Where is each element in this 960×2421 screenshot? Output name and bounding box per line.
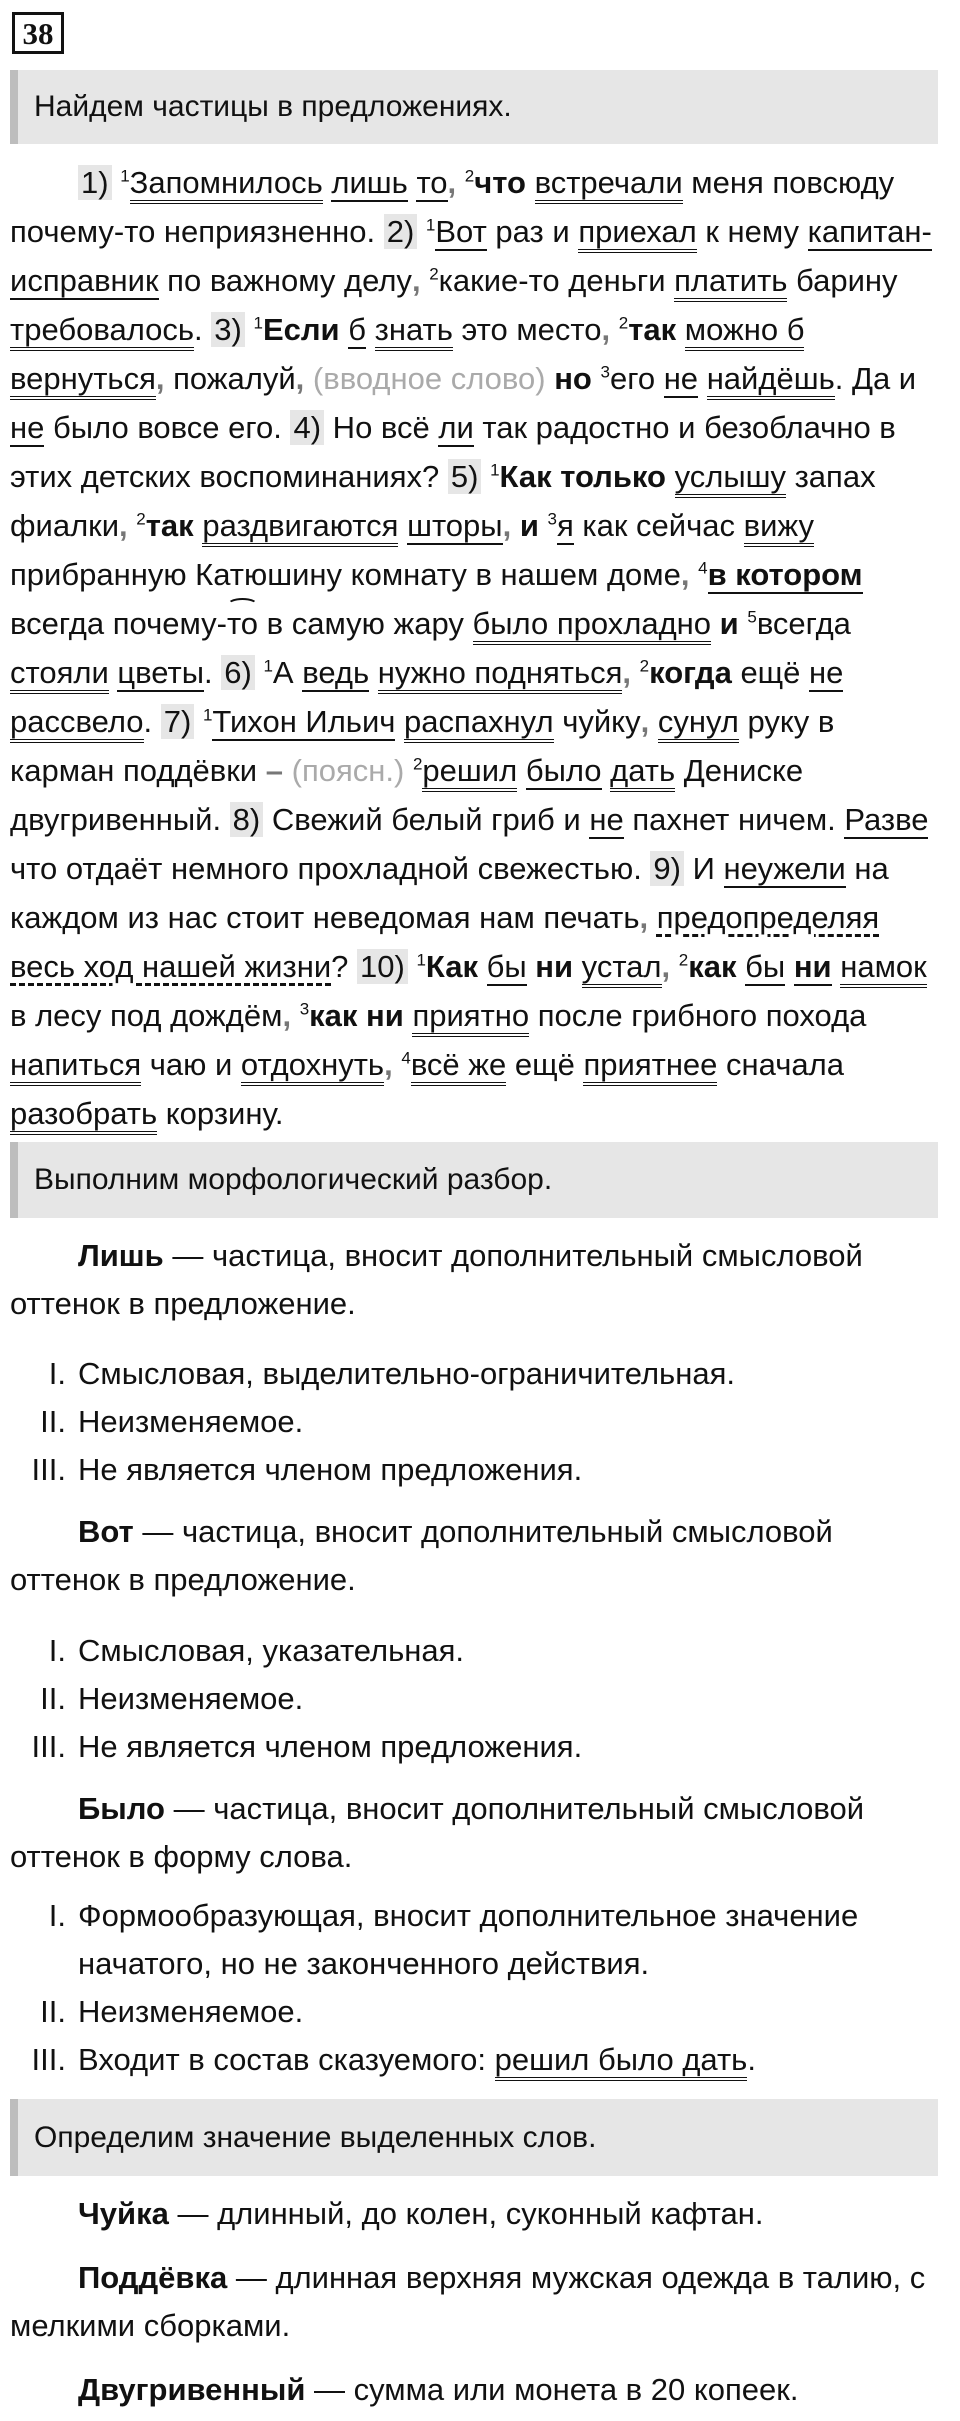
list-item: I. Смысловая, указательная. bbox=[48, 1633, 465, 1668]
def-word: Поддёвка bbox=[78, 2260, 228, 2295]
section-header-meaning: Определим значение выделенных слов. bbox=[10, 2099, 938, 2176]
morph-word: Вот bbox=[78, 1514, 134, 1549]
def-text: — длинная верхняя мужская одежда в талию, с мелкими сборками. bbox=[10, 2260, 926, 2343]
morph-list-bylo bbox=[10, 1892, 940, 2084]
morph-desc: — частица, вносит дополнительный смысловой оттенок в предложение. bbox=[10, 1238, 863, 1321]
list-item: I. Формообразующая, вносит дополнительное значение начатого, но не законченного действия. bbox=[48, 1898, 859, 1981]
task-number: 38 bbox=[12, 12, 64, 54]
morph-entry-bylo bbox=[10, 1785, 940, 1881]
list-item: II. Неизменяемое. bbox=[40, 1681, 304, 1716]
morph-word: Было bbox=[78, 1791, 165, 1826]
def-text: — длинный, до колен, суконный кафтан. bbox=[168, 2196, 764, 2231]
list-item: II. Неизменяемое. bbox=[40, 1994, 304, 2029]
definition-poddyovka bbox=[10, 2254, 940, 2350]
list-item: III. Входит в состав сказуемого: решил было дать. bbox=[10, 2036, 940, 2084]
list-item: III. Не является членом предложения. bbox=[31, 1452, 583, 1487]
morph-entry-vot bbox=[10, 1508, 940, 1604]
list-item: III. Не является членом предложения. bbox=[31, 1729, 583, 1764]
section-header-particles: Найдем частицы в предложениях. bbox=[10, 70, 938, 144]
def-word: Чуйка bbox=[78, 2196, 169, 2231]
morph-list-vot bbox=[10, 1627, 940, 1771]
sentences-paragraph: 1) $^1$Запомнилось лишь то, $^2$что встречали меня повсюду почему-то неприязненно. 2) $^1$Вот раз и приехал к нему капитан-исправник по важному делу, $^2$какие-то деньги платить барину требовалось. 3) $^1$Если б знать это место, $^2$так можно б вернуться, пожалуй, (вводное слово) но $^3$его не найдёшь. Да и не было вовсе его. 4) Но всё ли так радостно и безоблачно в этих детских воспоминаниях? 5) $^1$Как только услышу запах фиалки, $^2$так раздвигаются шторы, и $^3$я как сейчас вижу прибранную Катюшину комнату в нашем доме, $^4$в котором всегда почему-то в самую жару было прохладно и $^5$всегда стояли цветы. 6) $^1$А ведь нужно подняться, $^2$когда ещё не рассвело. 7) $^1$Тихон Ильич распахнул чуйку, сунул руку в карман поддёвки – (поясн.) $^2$решил было дать Дениске двугривенный. 8) Свежий белый гриб и не пахнет ничем. Разве что отдаёт немного прохладной свежестью. 9) И неужели на каждом из нас стоит неведомая нам печать, предопределяя весь ход нашей жизни? 10) $^1$Как бы ни устал, $^2$как бы ни намок в лесу под дождём, $^3$как ни приятно после грибного похода напиться чаю и отдохнуть, $^4$всё же ещё приятнее сначала разобрать корзину. bbox=[10, 158, 940, 1138]
definition-dvugrivenny bbox=[10, 2366, 940, 2414]
list-item: I. Смысловая, выделительно-ограничительная. bbox=[48, 1356, 735, 1391]
morph-list-lish bbox=[10, 1350, 940, 1494]
morph-word: Лишь bbox=[78, 1238, 164, 1273]
morph-entry-lish bbox=[10, 1232, 940, 1328]
morph-desc: — частица, вносит дополнительный смысловой оттенок в предложение. bbox=[10, 1514, 833, 1597]
list-item: II. Неизменяемое. bbox=[40, 1404, 304, 1439]
def-text: — сумма или монета в 20 копеек. bbox=[305, 2372, 799, 2407]
definition-chuyka bbox=[10, 2190, 940, 2238]
def-word: Двугривенный bbox=[78, 2372, 306, 2407]
section-header-morph: Выполним морфологический разбор. bbox=[10, 1142, 938, 1218]
morph-desc: — частица, вносит дополнительный смысловой оттенок в форму слова. bbox=[10, 1791, 865, 1874]
